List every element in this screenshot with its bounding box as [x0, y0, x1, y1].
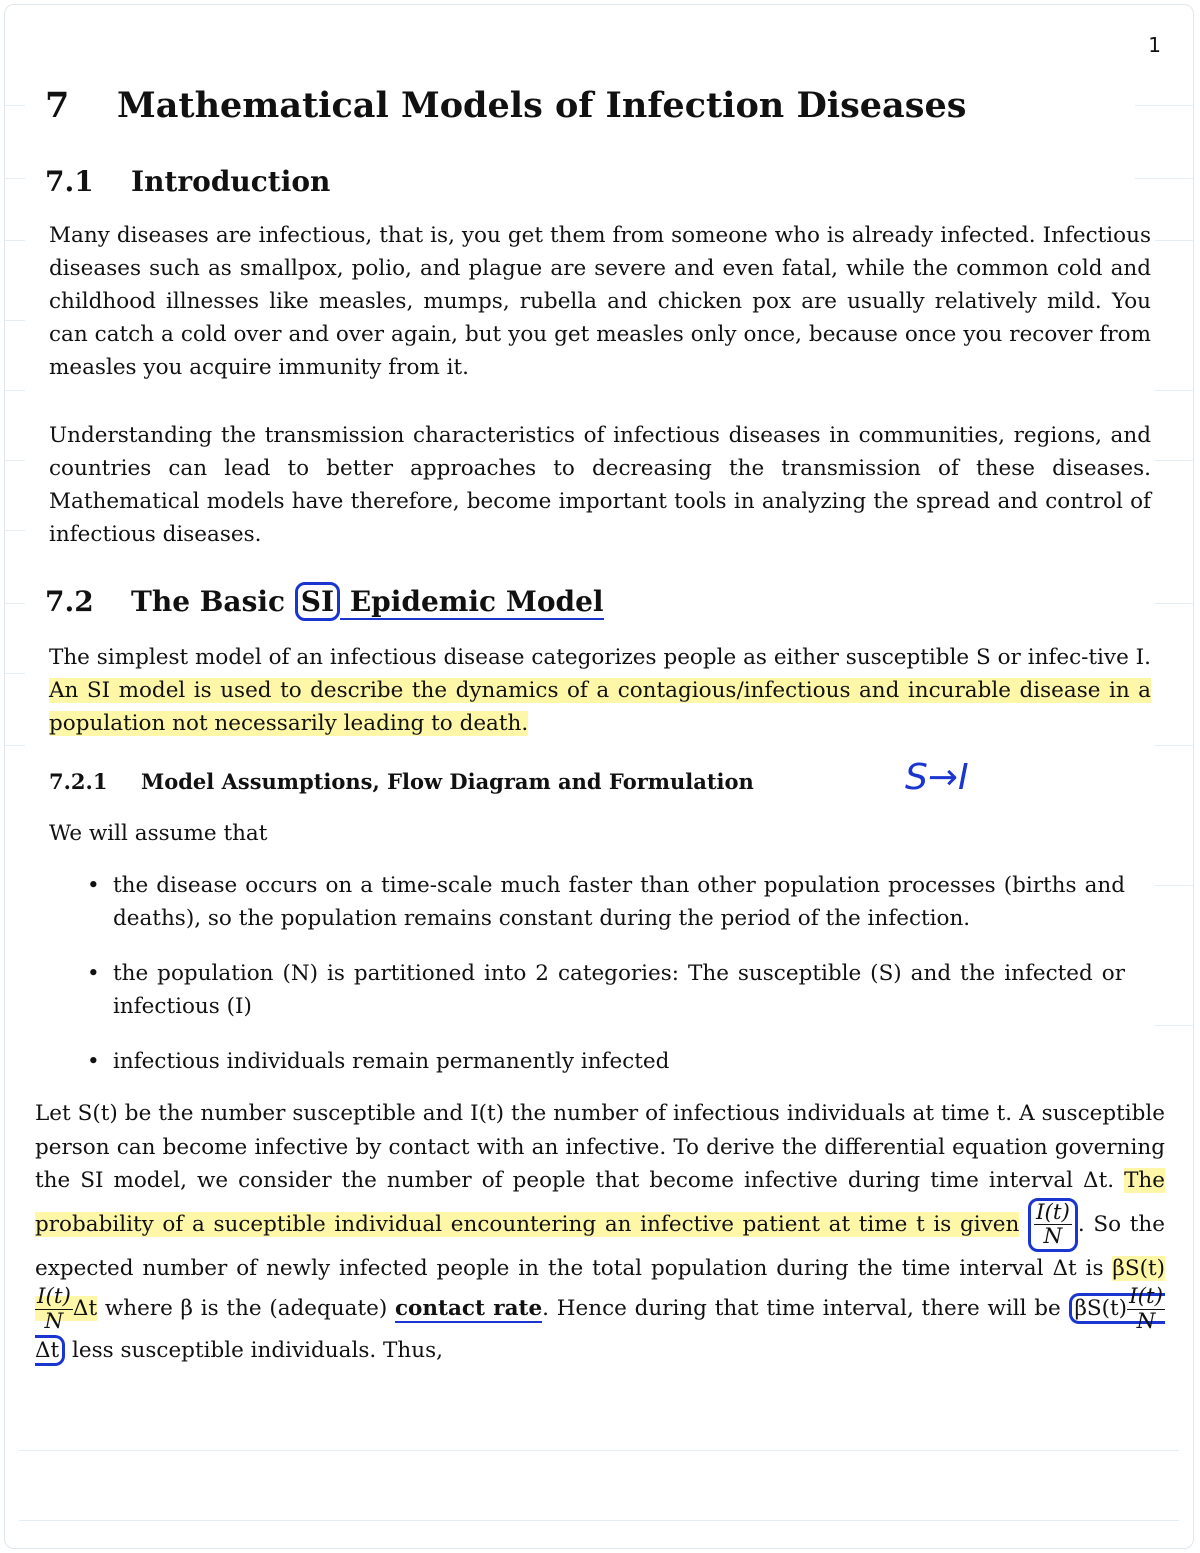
chapter-title-text: Mathematical Models of Infection Diseases: [117, 85, 967, 126]
derivation-text-5: less susceptible individuals. Thus,: [65, 1337, 443, 1363]
expr-fraction: [35, 1285, 73, 1333]
intro-paragraph-2: Understanding the transmission characteristics of infectious diseases in communities, regions, and countries can lead to better approaches to decreasing the transmission of these diseases. Mathematical models have therefore, become important tools in analyzing the spread and control of infectious diseases.: [49, 423, 1151, 547]
expr-suffix: Δt: [72, 1296, 98, 1322]
handwritten-annotation: S→I: [905, 757, 969, 798]
section-heading-si-model: [45, 585, 604, 618]
divider: [19, 1520, 1179, 1521]
section-title: Introduction: [131, 165, 331, 198]
subsection-title: Model Assumptions, Flow Diagram and Formulation: [141, 769, 754, 794]
expr-fraction: [1127, 1285, 1165, 1333]
fraction-denominator: N: [1043, 1224, 1063, 1250]
expr-numerator: I(t): [1129, 1284, 1163, 1310]
expr-suffix: Δt: [35, 1337, 60, 1363]
section-title-post: Epidemic Model: [340, 585, 604, 618]
assumption-intro: We will assume that: [49, 821, 268, 846]
subsection-number: 7.2.1: [49, 769, 108, 794]
list-item: • the disease occurs on a time-scale much faster than other population processes (births and deaths), so the population remains constant during the period of the infection.: [85, 869, 1125, 935]
si-highlighted-text: An SI model is used to describe the dynamics of a contagious/infectious and incurable disease in a population not necessarily leading to death.: [49, 678, 1151, 736]
section-number: 7.1: [45, 165, 94, 198]
expr-numerator: I(t): [37, 1284, 71, 1310]
derivation-highlight: The probability of a suceptible individual encountering an infective patient at time t is given: [35, 1168, 1165, 1237]
expr-prefix: βS(t): [1074, 1296, 1128, 1322]
subsection-heading: [49, 769, 754, 794]
contact-rate-term: contact rate: [394, 1296, 543, 1322]
list-item: • infectious individuals remain permanently infected: [85, 1045, 1125, 1078]
derivation-text-3: where β is the (adequate): [97, 1296, 395, 1322]
derivation-paragraph: [35, 1097, 1165, 1367]
fraction-numerator: I(t): [1036, 1199, 1070, 1225]
section-heading-introduction: [45, 165, 330, 198]
chapter-title: [45, 85, 966, 126]
divider: [19, 1450, 1179, 1451]
expr-denominator: N: [1136, 1308, 1156, 1334]
expr-prefix: βS(t): [1112, 1255, 1165, 1281]
list-item: • the population (N) is partitioned into 2 categories: The susceptible (S) and the infected or infectious (I): [85, 957, 1125, 1023]
section-title-pre: The Basic: [131, 585, 295, 618]
section-number: 7.2: [45, 585, 94, 618]
si-definition-text: The simplest model of an infectious disease categorizes people as either susceptible S or infec-tive I.: [49, 645, 1151, 670]
derivation-text-1: Let S(t) be the number susceptible and I(t) the number of infectious individuals at time t. A susceptible person can become infective by contact with an infective. To derive the differential equation governing the SI model, we consider the number of people that become infective during time interval Δt.: [35, 1101, 1165, 1193]
document-page: [4, 4, 1194, 1549]
chapter-number: 7: [45, 85, 70, 126]
page-number: 1: [1148, 33, 1161, 57]
assumptions-list: [85, 869, 1125, 1078]
derivation-text-4: . Hence during that time interval, there will be: [542, 1296, 1069, 1322]
probability-fraction: [1028, 1198, 1078, 1252]
expr-denominator: N: [44, 1308, 64, 1334]
si-definition-paragraph: [49, 641, 1151, 740]
intro-paragraph-1: Many diseases are infectious, that is, you get them from someone who is already infected. Infectious diseases such as smallpox, polio, and plague are severe and even fatal, while the common cold and childhood illnesses like measles, mumps, rubella and chicken pox are usually relatively mild. You can catch a cold over and over again, but you get measles only once, because once you recover from measles you acquire immunity from it.: [49, 223, 1151, 380]
derivation-text-2: . So the expected number of newly infected people in the total population during the time interval Δt is: [35, 1211, 1165, 1281]
si-boxed-annotation: SI: [295, 582, 340, 621]
